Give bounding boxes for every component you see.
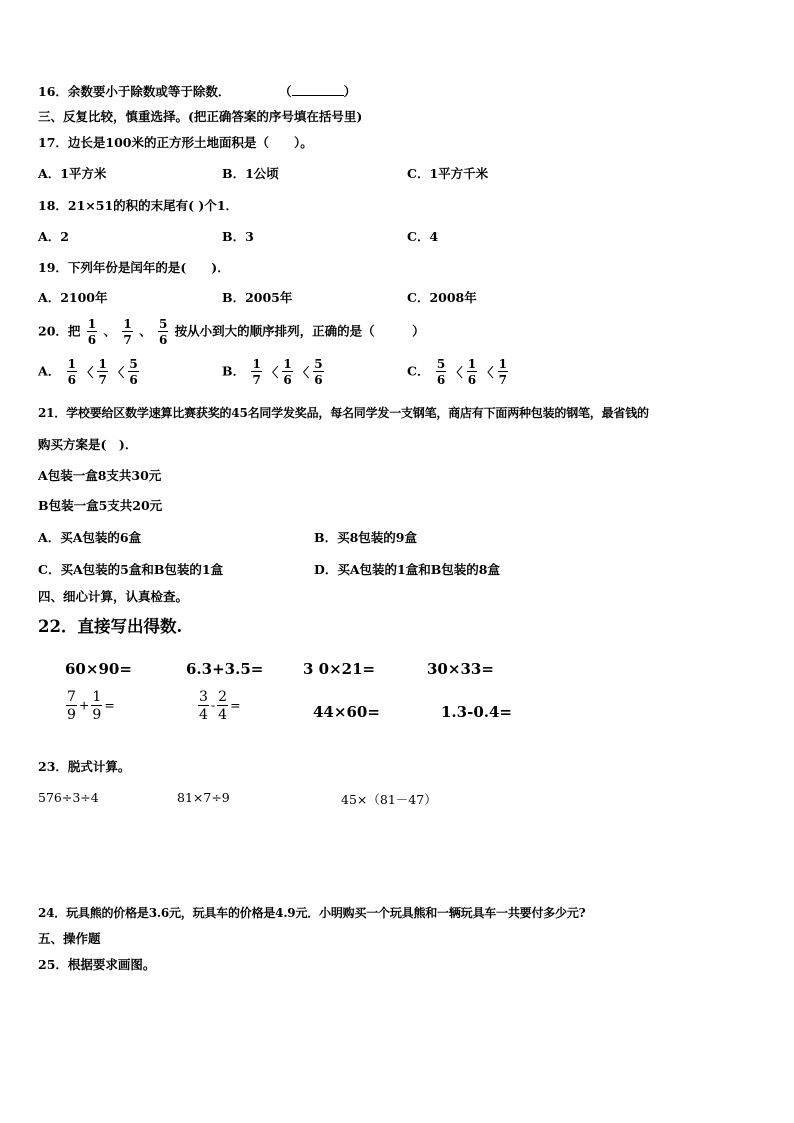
q22-fraction-1-9: $\frac{1}{9}$ xyxy=(92,689,102,723)
question-21-stem-line2: 购买方案是( )． xyxy=(38,437,138,452)
q21-option-c[interactable]: C．买A包装的5盒和B包装的1盒 xyxy=(38,562,224,577)
q20-option-b-fraction-3: $\frac{5}{6}$ xyxy=(314,357,323,387)
q16-text: 16．余数要小于除数或等于除数． xyxy=(38,84,231,99)
q19-option-c[interactable]: C．2008年 xyxy=(407,290,477,305)
q20-option-a[interactable] xyxy=(38,358,141,386)
q20-option-c-fraction-3: $\frac{1}{7}$ xyxy=(498,357,507,387)
q18-option-a[interactable]: A．2 xyxy=(38,229,69,244)
less-than-sign: 〈 xyxy=(265,365,279,380)
q16-answer-blank[interactable] xyxy=(292,83,344,96)
equals-sign: = xyxy=(230,697,241,713)
q22-fraction-2-4: $\frac{2}{4}$ xyxy=(218,689,228,723)
q21-option-d[interactable]: D．买A包装的1盒和B包装的8盒 xyxy=(314,562,500,577)
question-16 xyxy=(38,83,356,100)
q20-option-b-fraction-2: $\frac{1}{6}$ xyxy=(283,357,292,387)
q20-option-a-label: A． xyxy=(38,363,61,379)
q20-option-c-label: C． xyxy=(407,363,430,379)
question-21-stem-line1: 21．学校要给区数学速算比赛获奖的45名同学发奖品，每名同学发一支钢笔，商店有下面两种包装的钢笔，最省钱的 xyxy=(38,406,649,420)
question-24: 24．玩具熊的价格是3.6元，玩具车的价格是4.9元．小明购买一个玩具熊和一辆玩具车一共要付多少元? xyxy=(38,906,586,920)
section-3-title: 三、反复比较，慎重选择。(把正确答案的序号填在括号里) xyxy=(38,109,363,124)
question-22-title: 22．直接写出得数. xyxy=(38,617,183,636)
q20-option-a-fraction-3: $\frac{5}{6}$ xyxy=(129,357,138,387)
q20-stem-fraction-1: $\frac{1}{6}$ xyxy=(87,317,97,347)
q20-option-c[interactable] xyxy=(407,358,510,386)
q17-option-b[interactable]: B．1公顷 xyxy=(222,166,279,181)
minus-sign: - xyxy=(210,697,216,713)
q19-option-b[interactable]: B．2005年 xyxy=(222,290,293,305)
q22-fraction-7-9: $\frac{7}{9}$ xyxy=(67,689,76,723)
question-17-stem: 17．边长是100米的正方形土地面积是（ ）。 xyxy=(38,135,313,150)
q22-calc-3: 3 0×21= xyxy=(303,660,376,678)
question-23-title: 23．脱式计算。 xyxy=(38,759,131,774)
q20-option-b-fraction-1: $\frac{1}{7}$ xyxy=(252,357,261,387)
section-4-title: 四、细心计算，认真检查。 xyxy=(38,589,189,604)
q20-prefix: 20．把 xyxy=(38,323,81,339)
q23-item-1: 576÷3÷4 xyxy=(38,790,99,805)
q19-option-a[interactable]: A．2100年 xyxy=(38,290,108,305)
q16-paren-close: ） xyxy=(343,84,357,99)
q22-calc-5: 44×60= xyxy=(313,703,380,721)
q22-calc-1: 60×90= xyxy=(65,660,132,678)
less-than-sign: 〈 xyxy=(111,365,125,380)
q18-option-b[interactable]: B．3 xyxy=(222,229,254,244)
equals-sign: = xyxy=(104,697,115,713)
q20-suffix: 按从小到大的顺序排列，正确的是（ ） xyxy=(174,323,425,339)
q22-calc-4: 30×33= xyxy=(427,660,494,678)
q21-option-a[interactable]: A．买A包装的6盒 xyxy=(38,530,142,545)
q22-calc-6: 1.3-0.4= xyxy=(441,703,512,721)
q21-pack-a: A包装一盒8支共30元 xyxy=(38,468,162,483)
q22-calc-2: 6.3+3.5= xyxy=(186,660,264,678)
question-19-stem: 19．下列年份是闰年的是( )． xyxy=(38,260,230,275)
q20-option-c-fraction-1: $\frac{5}{6}$ xyxy=(436,357,446,387)
q20-option-a-fraction-2: $\frac{1}{7}$ xyxy=(98,357,107,387)
question-25: 25．根据要求画图。 xyxy=(38,957,156,972)
q20-option-b-label: B． xyxy=(222,363,246,379)
q20-option-c-fraction-2: $\frac{1}{6}$ xyxy=(467,357,477,387)
q17-option-c[interactable]: C．1平方千米 xyxy=(407,166,489,181)
less-than-sign: 〈 xyxy=(80,365,94,380)
q18-option-c[interactable]: C．4 xyxy=(407,229,439,244)
q22-fraction-calc-1 xyxy=(64,690,115,722)
q22-fraction-3-4: $\frac{3}{4}$ xyxy=(199,689,208,723)
q20-option-b[interactable] xyxy=(222,358,326,386)
section-5-title: 五、操作题 xyxy=(38,931,101,946)
q20-option-a-fraction-1: $\frac{1}{6}$ xyxy=(67,357,76,387)
q20-stem-fraction-2: $\frac{1}{7}$ xyxy=(123,317,132,347)
less-than-sign: 〈 xyxy=(450,365,463,380)
q23-item-2: 81×7÷9 xyxy=(177,790,230,805)
less-than-sign: 〈 xyxy=(481,365,494,380)
q16-paren-open: （ xyxy=(279,84,292,99)
question-18-stem: 18．21×51的积的末尾有( )个1． xyxy=(38,198,239,213)
q23-item-3: 45×（81－47） xyxy=(341,792,437,807)
q17-option-a[interactable]: A．1平方米 xyxy=(38,166,107,181)
q21-option-b[interactable]: B．买8包装的9盒 xyxy=(314,530,417,545)
q20-separator: 、 xyxy=(139,323,152,339)
q22-fraction-calc-2 xyxy=(196,690,241,722)
q20-stem-fraction-3: $\frac{5}{6}$ xyxy=(158,317,168,347)
q21-pack-b: B包装一盒5支共20元 xyxy=(38,498,163,513)
question-20-stem xyxy=(38,318,425,346)
q20-separator: 、 xyxy=(103,323,116,339)
less-than-sign: 〈 xyxy=(296,365,310,380)
plus-sign: + xyxy=(78,697,90,713)
